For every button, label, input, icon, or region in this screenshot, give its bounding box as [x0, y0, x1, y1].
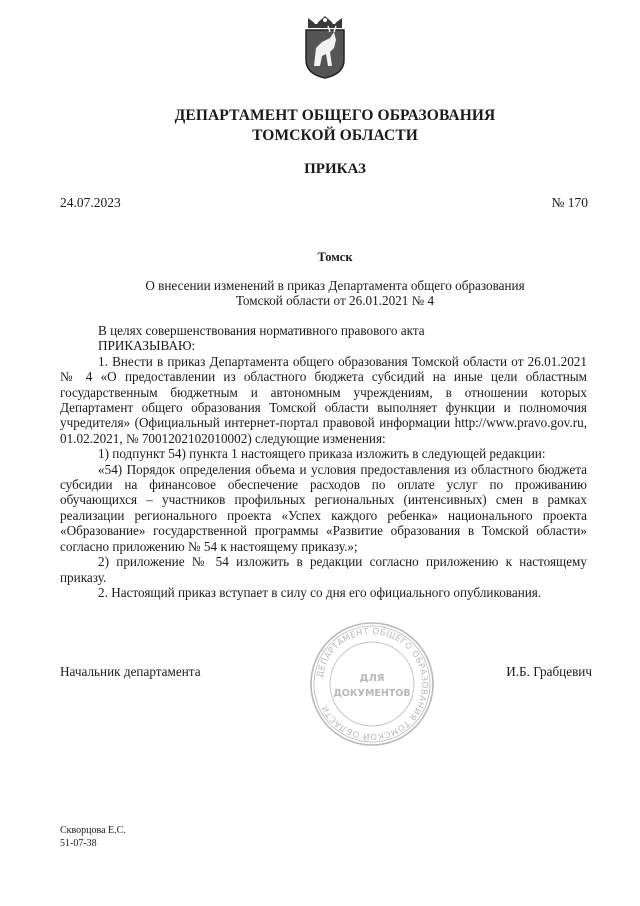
executor-phone: 51-07-38 [60, 838, 97, 849]
intro-paragraph: В целях совершенствования нормативного правового акта [98, 323, 425, 338]
executor-info [60, 824, 126, 850]
stamp-inner-line-1: ДЛЯ [359, 673, 385, 684]
stamp-inner-line-2: ДОКУМЕНТОВ [333, 688, 411, 699]
order-number: № 170 [551, 195, 588, 210]
clause-2: 2. Настоящий приказ вступает в силу со дня его официального опубликования. [98, 584, 542, 600]
department-line-1: ДЕПАРТАМЕНТ ОБЩЕГО ОБРАЗОВАНИЯ [174, 107, 496, 124]
city: Томск [317, 250, 353, 264]
department-name [100, 106, 570, 146]
order-word: ПРИКАЗЫВАЮ: [98, 338, 196, 354]
order-body [60, 323, 587, 600]
order-subject [100, 278, 570, 308]
clause-1-subitem-1: 1) подпункт 54) пункта 1 настоящего приказа изложить в следующей редакции: [98, 446, 546, 462]
department-line-2: ТОМСКОЙ ОБЛАСТИ [252, 127, 418, 144]
order-date: 24.07.2023 [60, 195, 121, 210]
document-type: ПРИКАЗ [304, 161, 366, 177]
official-stamp [308, 620, 436, 748]
tomsk-oblast-coat-of-arms-icon [300, 14, 350, 80]
clause-1: 1. Внести в приказ Департамента общего образования Томской области от 26.01.2021 № 4 «О предоставлении из областного бюджета субсидий на иные цели областным государственным бюджетным и автономным учреждениям, в отношении которых Департамент общего образования Томской области выполняет функции и полномочия учредителя» (Официальный интернет-портал правовой информации http://www.pravo.gov.ru, 01.02.2021, № 7001202102010002) следующие изменения: [60, 353, 587, 446]
clause-1-subitem-2: 2) приложение № 54 изложить в редакции согласно приложению к настоящему приказу. [60, 554, 587, 585]
executor-name: Скворцова Е.С. [60, 825, 126, 836]
subject-line-2: Томской области от 26.01.2021 № 4 [235, 293, 435, 308]
subject-line-1: О внесении изменений в приказ Департамента общего образования [145, 278, 525, 293]
stamp-outer-text: ДЕПАРТАМЕНТ ОБЩЕГО ОБРАЗОВАНИЯ ТОМСКОЙ ОБЛАСТИ [314, 625, 431, 743]
signatory-role: Начальник департамента [60, 664, 201, 679]
clause-1-quote: «54) Порядок определения объема и условия предоставления из областного бюджета субсидии на финансовое обеспечение расходов по оплате услуг по проживанию обучающихся – участников профильных региональных (интенсивных) смен в рамках реализации регионального проекта «Успех каждого ребенка» национального проекта «Образование» государственной программы «Развитие образования в Томской области» согласно приложению № 54 к настоящему приказу.»; [60, 461, 587, 554]
signatory-name: И.Б. Грабцевич [506, 664, 592, 679]
